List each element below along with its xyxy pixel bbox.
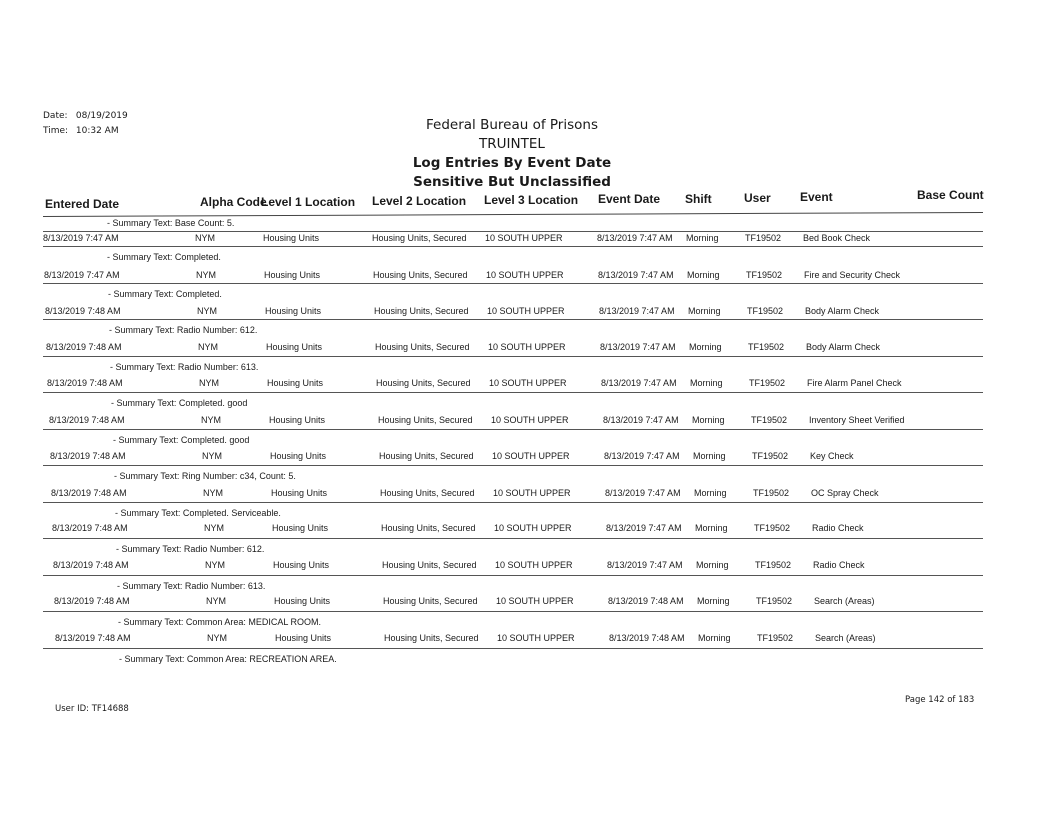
event-cell: Key Check xyxy=(810,451,854,461)
level3-cell: 10 SOUTH UPPER xyxy=(486,269,564,280)
entered-date-cell: 8/13/2019 7:47 AM xyxy=(44,269,120,280)
level3-cell: 10 SOUTH UPPER xyxy=(489,378,567,388)
report-title: Log Entries By Event Date xyxy=(412,155,612,171)
col-level3: Level 3 Location xyxy=(484,193,579,207)
level1-cell: Housing Units xyxy=(267,378,324,388)
event-cell: Body Alarm Check xyxy=(806,341,881,352)
level1-cell: Housing Units xyxy=(265,306,322,316)
alpha-code-cell: NYM xyxy=(197,306,217,316)
user-cell: TF19502 xyxy=(747,306,784,316)
summary-text: - Summary Text: Completed. xyxy=(107,252,221,262)
summary-text: - Summary Text: Common Area: RECREATION AREA. xyxy=(119,653,337,664)
alpha-code-cell: NYM xyxy=(204,523,224,533)
alpha-code-cell: NYM xyxy=(195,233,215,243)
col-level2: Level 2 Location xyxy=(372,194,467,208)
level1-cell: Housing Units xyxy=(266,341,323,352)
event-cell: Fire and Security Check xyxy=(804,269,901,280)
entered-date-cell: 8/13/2019 7:48 AM xyxy=(54,596,130,606)
alpha-code-cell: NYM xyxy=(203,487,223,498)
col-shift: Shift xyxy=(685,192,712,206)
level2-cell: Housing Units, Secured xyxy=(384,632,479,643)
event-date-cell: 8/13/2019 7:48 AM xyxy=(609,632,685,643)
entered-date-cell: 8/13/2019 7:48 AM xyxy=(52,523,128,533)
event-date-cell: 8/13/2019 7:47 AM xyxy=(603,414,679,425)
user-cell: TF19502 xyxy=(754,523,791,533)
shift-cell: Morning xyxy=(694,487,727,498)
summary-text: - Summary Text: Radio Number: 613. xyxy=(117,580,266,591)
user-id-label: User ID: xyxy=(55,704,89,714)
row-rule xyxy=(43,611,983,612)
first-summary-text: - Summary Text: Base Count: 5. xyxy=(107,218,235,228)
event-cell: Inventory Sheet Verified xyxy=(809,414,905,425)
level1-cell: Housing Units xyxy=(272,523,329,533)
level3-cell: 10 SOUTH UPPER xyxy=(495,559,573,570)
level2-cell: Housing Units, Secured xyxy=(382,559,477,570)
shift-cell: Morning xyxy=(686,233,719,243)
alpha-code-cell: NYM xyxy=(199,378,219,388)
alpha-code-cell: NYM xyxy=(201,414,221,425)
user-cell: TF19502 xyxy=(749,378,786,388)
event-date-cell: 8/13/2019 7:48 AM xyxy=(608,596,684,606)
summary-text: - Summary Text: Radio Number: 613. xyxy=(110,361,259,372)
event-date-cell: 8/13/2019 7:47 AM xyxy=(598,269,674,280)
event-cell: OC Spray Check xyxy=(811,487,879,498)
event-date-cell: 8/13/2019 7:47 AM xyxy=(601,378,677,388)
entered-date-cell: 8/13/2019 7:47 AM xyxy=(43,233,119,243)
row-rule xyxy=(43,231,983,232)
event-date-cell: 8/13/2019 7:47 AM xyxy=(606,523,682,533)
summary-text: - Summary Text: Radio Number: 612. xyxy=(116,544,265,554)
user-cell: TF19502 xyxy=(752,451,789,461)
level3-cell: 10 SOUTH UPPER xyxy=(491,414,569,425)
agency-title: Federal Bureau of Prisons xyxy=(426,117,598,133)
row-rule xyxy=(43,429,983,430)
row-rule xyxy=(43,246,983,247)
row-rule xyxy=(43,502,983,503)
row-rule xyxy=(43,392,983,393)
time-label: Time: xyxy=(43,126,69,136)
summary-text: - Summary Text: Completed. xyxy=(108,288,222,299)
col-base-count: Base Count xyxy=(917,188,984,202)
shift-cell: Morning xyxy=(690,378,723,388)
level1-cell: Housing Units xyxy=(271,487,328,498)
event-cell: Search (Areas) xyxy=(814,596,875,606)
level3-cell: 10 SOUTH UPPER xyxy=(494,523,572,533)
level1-cell: Housing Units xyxy=(274,596,331,606)
summary-text: - Summary Text: Completed. good xyxy=(113,434,250,445)
shift-cell: Morning xyxy=(693,451,726,461)
entered-date-cell: 8/13/2019 7:48 AM xyxy=(51,487,127,498)
level2-cell: Housing Units, Secured xyxy=(372,233,467,243)
system-title: TRUINTEL xyxy=(479,136,545,152)
col-entered-date: Entered Date xyxy=(45,197,120,211)
entered-date-cell: 8/13/2019 7:48 AM xyxy=(53,559,129,570)
footer-user-id xyxy=(55,704,129,714)
level2-cell: Housing Units, Secured xyxy=(380,487,475,498)
table-header xyxy=(43,188,983,214)
level1-cell: Housing Units xyxy=(269,414,326,425)
summary-text: - Summary Text: Ring Number: c34, Count: 5. xyxy=(114,471,296,481)
event-cell: Radio Check xyxy=(812,523,864,533)
entered-date-cell: 8/13/2019 7:48 AM xyxy=(47,378,123,388)
user-cell: TF19502 xyxy=(748,341,785,352)
shift-cell: Morning xyxy=(687,269,720,280)
level1-cell: Housing Units xyxy=(273,559,330,570)
entered-date-cell: 8/13/2019 7:48 AM xyxy=(55,632,131,643)
summary-text: - Summary Text: Common Area: MEDICAL ROOM. xyxy=(118,617,322,627)
report-date xyxy=(43,111,128,121)
level3-cell: 10 SOUTH UPPER xyxy=(492,451,570,461)
summary-text: - Summary Text: Completed. good xyxy=(111,398,248,408)
alpha-code-cell: NYM xyxy=(206,596,226,606)
level1-cell: Housing Units xyxy=(275,632,332,643)
level3-cell: 10 SOUTH UPPER xyxy=(497,632,575,643)
level3-cell: 10 SOUTH UPPER xyxy=(496,596,574,606)
summary-text: - Summary Text: Completed. Serviceable. xyxy=(115,507,281,518)
user-cell: TF19502 xyxy=(751,414,788,425)
event-cell: Radio Check xyxy=(813,559,865,570)
level2-cell: Housing Units, Secured xyxy=(378,414,473,425)
level3-cell: 10 SOUTH UPPER xyxy=(488,341,566,352)
level2-cell: Housing Units, Secured xyxy=(383,596,478,606)
shift-cell: Morning xyxy=(688,306,721,316)
report-title-block xyxy=(380,116,644,192)
row-rule xyxy=(43,538,983,539)
date-label: Date: xyxy=(43,111,68,121)
row-rule xyxy=(43,575,983,576)
user-cell: TF19502 xyxy=(756,596,793,606)
shift-cell: Morning xyxy=(698,632,731,643)
level3-cell: 10 SOUTH UPPER xyxy=(487,306,565,316)
entered-date-cell: 8/13/2019 7:48 AM xyxy=(46,341,122,352)
level2-cell: Housing Units, Secured xyxy=(375,341,470,352)
event-cell: Body Alarm Check xyxy=(805,306,880,316)
entered-date-cell: 8/13/2019 7:48 AM xyxy=(45,306,121,316)
col-level1: Level 1 Location xyxy=(261,195,356,209)
row-rule xyxy=(43,283,983,284)
level2-cell: Housing Units, Secured xyxy=(376,378,471,388)
event-date-cell: 8/13/2019 7:47 AM xyxy=(605,487,681,498)
row-rule xyxy=(43,356,983,357)
alpha-code-cell: NYM xyxy=(196,269,216,280)
event-date-cell: 8/13/2019 7:47 AM xyxy=(604,451,680,461)
time-value: 10:32 AM xyxy=(75,126,119,136)
user-cell: TF19502 xyxy=(755,559,792,570)
row-rule xyxy=(43,648,983,649)
event-cell: Search (Areas) xyxy=(815,632,876,643)
user-cell: TF19502 xyxy=(757,632,794,643)
col-event: Event xyxy=(800,190,833,204)
shift-cell: Morning xyxy=(696,559,729,570)
alpha-code-cell: NYM xyxy=(198,341,218,352)
event-cell: Bed Book Check xyxy=(803,233,871,243)
col-event-date: Event Date xyxy=(598,192,661,206)
row-rule xyxy=(43,465,983,466)
shift-cell: Morning xyxy=(695,523,728,533)
entered-date-cell: 8/13/2019 7:48 AM xyxy=(50,451,126,461)
level3-cell: 10 SOUTH UPPER xyxy=(493,487,571,498)
level2-cell: Housing Units, Secured xyxy=(381,523,476,533)
col-user: User xyxy=(744,191,771,205)
alpha-code-cell: NYM xyxy=(205,559,225,570)
shift-cell: Morning xyxy=(689,341,722,352)
classification-title: Sensitive But Unclassified xyxy=(413,174,611,190)
level2-cell: Housing Units, Secured xyxy=(373,269,468,280)
event-date-cell: 8/13/2019 7:47 AM xyxy=(599,306,675,316)
level2-cell: Housing Units, Secured xyxy=(374,306,469,316)
user-id-value: TF14688 xyxy=(91,704,129,714)
alpha-code-cell: NYM xyxy=(202,451,222,461)
row-rule xyxy=(43,319,983,320)
shift-cell: Morning xyxy=(697,596,730,606)
page-number: Page 142 of 183 xyxy=(905,695,975,705)
report-time xyxy=(43,126,119,136)
level2-cell: Housing Units, Secured xyxy=(379,451,474,461)
date-value: 08/19/2019 xyxy=(75,111,128,121)
col-alpha-code: Alpha Code xyxy=(200,195,267,209)
user-cell: TF19502 xyxy=(746,269,783,280)
level1-cell: Housing Units xyxy=(264,269,321,280)
level1-cell: Housing Units xyxy=(270,451,327,461)
level1-cell: Housing Units xyxy=(263,233,320,243)
event-cell: Fire Alarm Panel Check xyxy=(807,378,902,388)
entered-date-cell: 8/13/2019 7:48 AM xyxy=(49,414,125,425)
event-date-cell: 8/13/2019 7:47 AM xyxy=(607,559,683,570)
event-date-cell: 8/13/2019 7:47 AM xyxy=(597,233,673,243)
alpha-code-cell: NYM xyxy=(207,632,227,643)
user-cell: TF19502 xyxy=(753,487,790,498)
level3-cell: 10 SOUTH UPPER xyxy=(485,233,563,243)
event-date-cell: 8/13/2019 7:47 AM xyxy=(600,341,676,352)
shift-cell: Morning xyxy=(692,414,725,425)
summary-text: - Summary Text: Radio Number: 612. xyxy=(109,325,258,335)
user-cell: TF19502 xyxy=(745,233,782,243)
